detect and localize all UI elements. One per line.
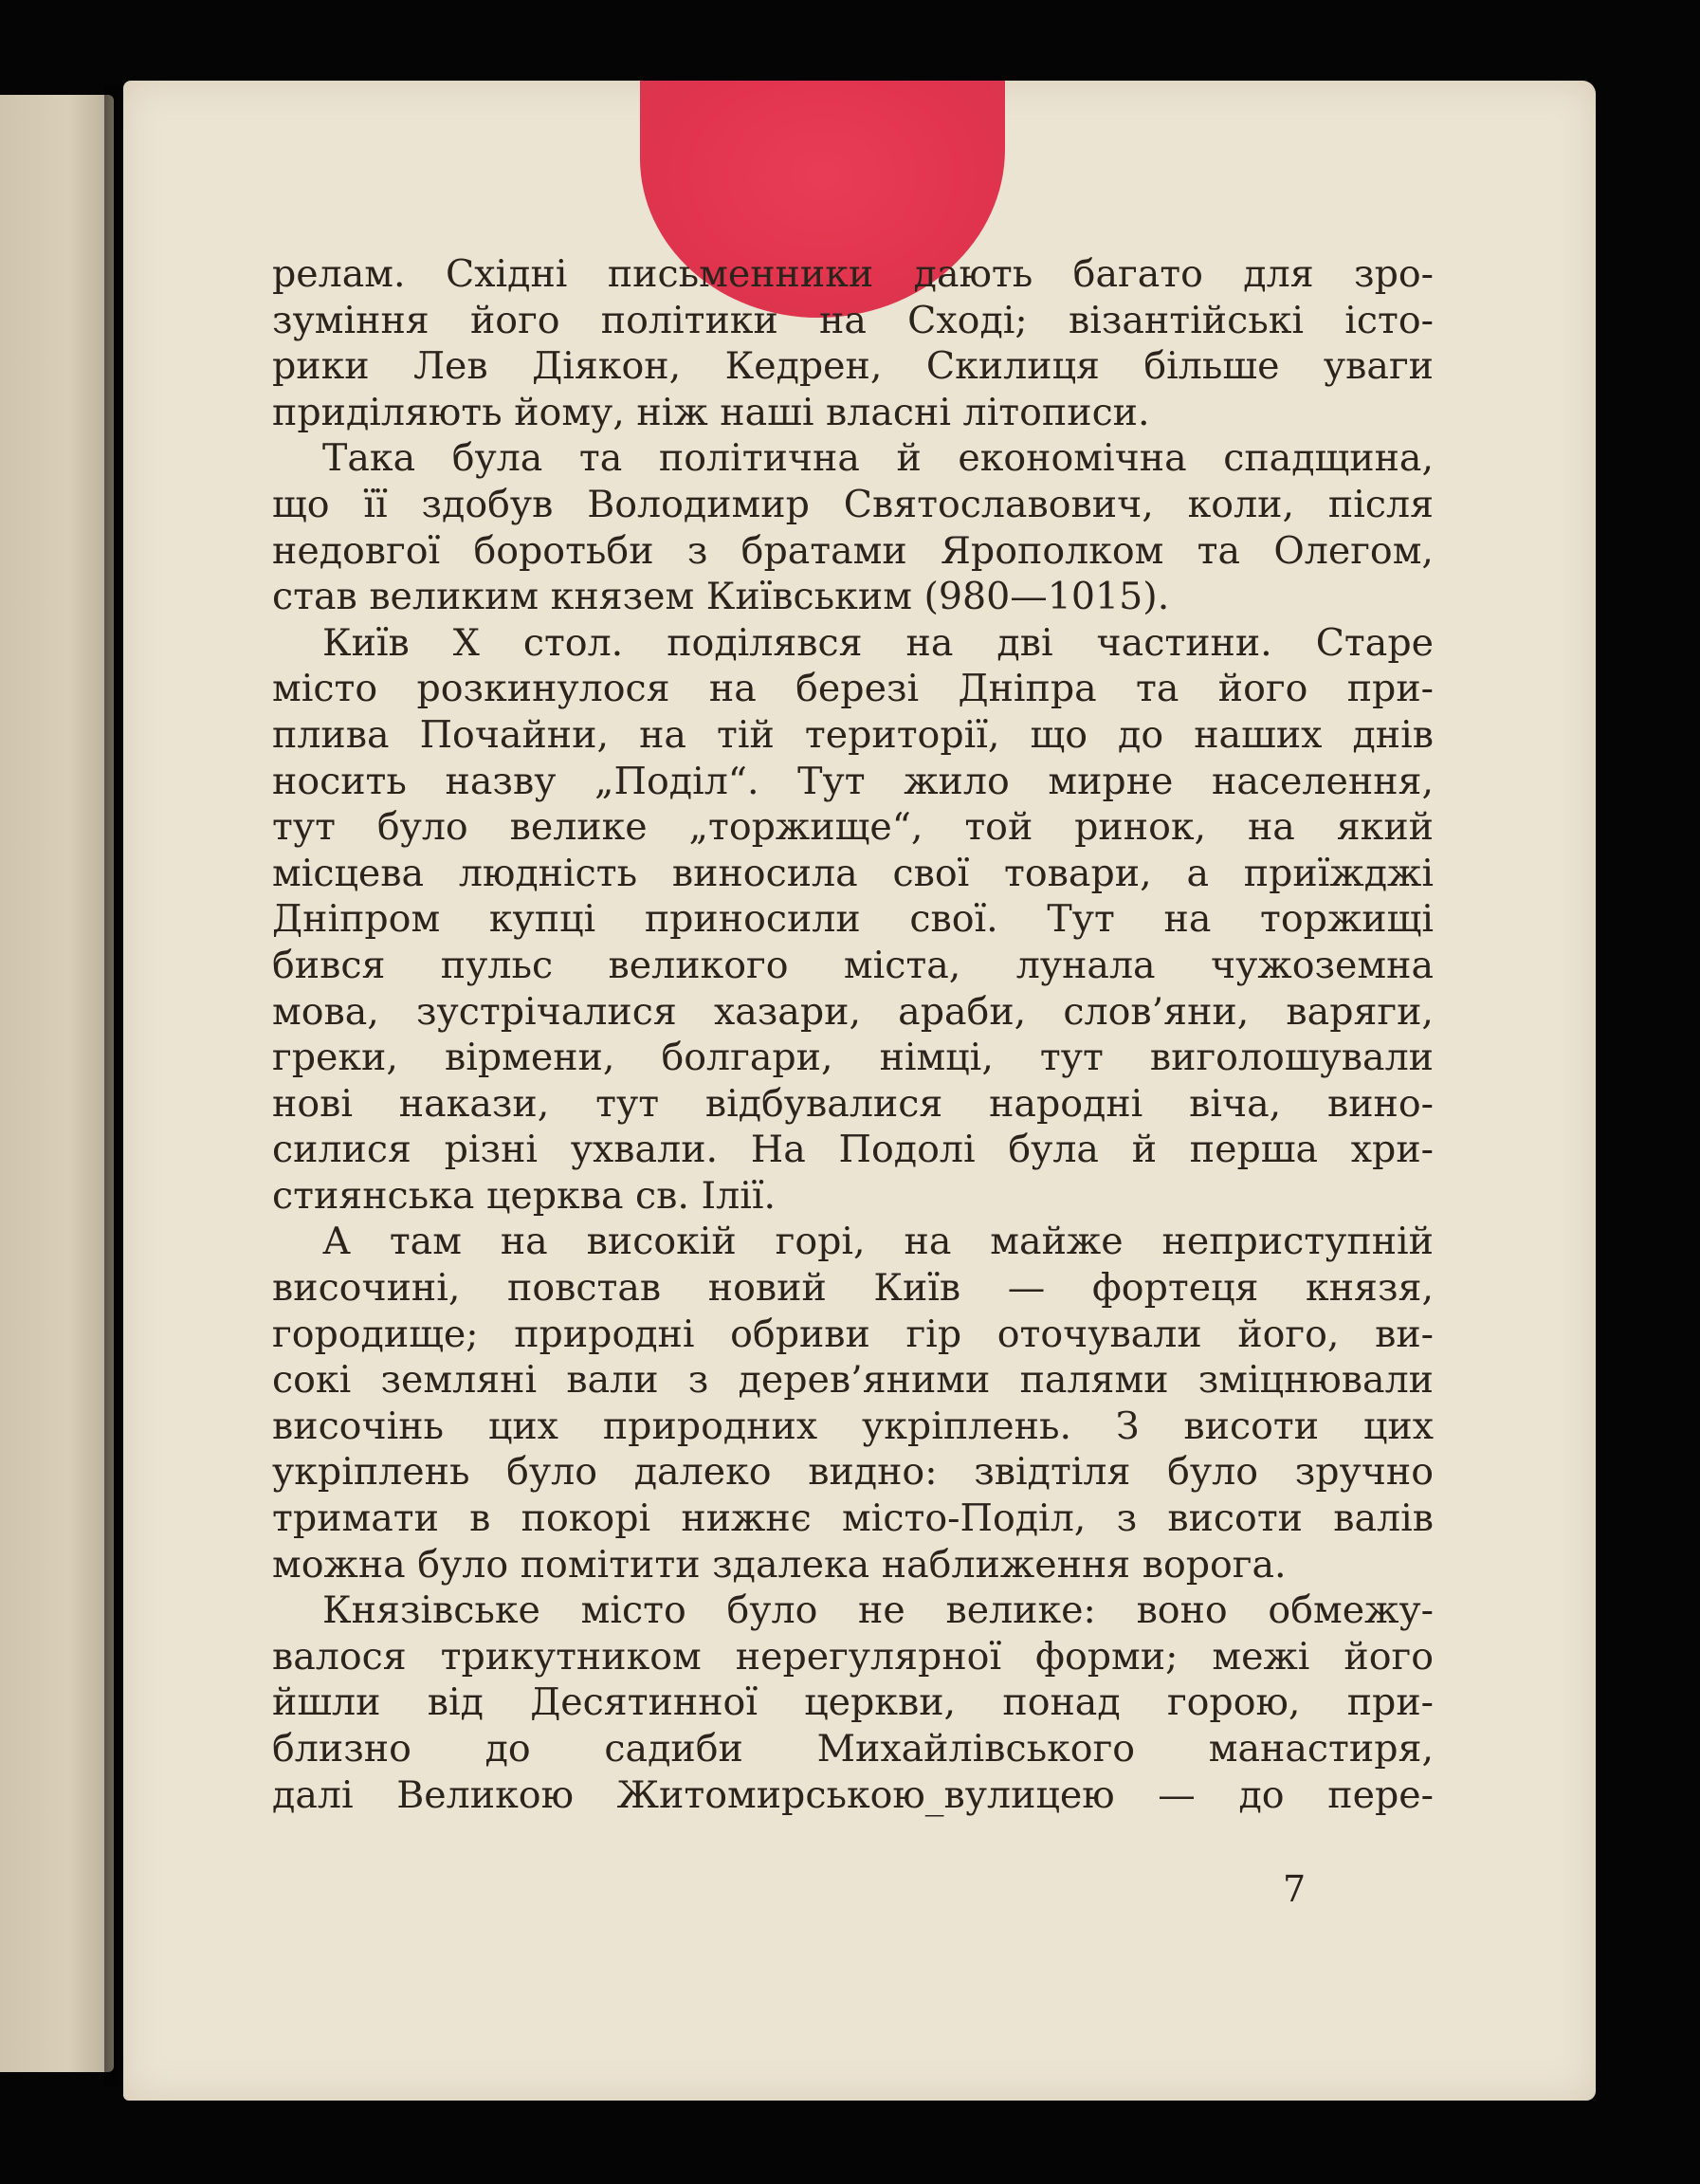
text-line: місцева людність виносила свої товари, а приїжджі xyxy=(272,851,1434,895)
text-line: валося трикутником нерегулярної форми; межі його xyxy=(272,1634,1434,1679)
text-line: що її здобув Володимир Святославович, коли, після xyxy=(272,482,1434,526)
text-line: став великим князем Київським (980—1015). xyxy=(272,575,1170,619)
text-line: близно до садиби Михайлівського манастиря, xyxy=(272,1727,1434,1771)
text-line: плива Почайни, на тій території, що до наших днів xyxy=(272,712,1434,757)
text-line: тримати в покорі нижнє місто-Поділ, з висоти валів xyxy=(272,1496,1434,1541)
text-line: приділяють йому, ніж наші власні літописи. xyxy=(272,390,1150,434)
text-line: носить назву „Поділ“. Тут жило мирне населення, xyxy=(272,759,1434,803)
text-line: Князівське місто було не велике: воно обмежу- xyxy=(322,1588,1434,1633)
text-line: можна було помітити здалека наближення ворога. xyxy=(272,1542,1287,1587)
text-line: городище; природні обриви гір оточували його, ви- xyxy=(272,1312,1434,1356)
text-line: височині, повстав новий Київ — фортеця князя, xyxy=(272,1266,1434,1311)
text-line: мова, зустрічалися хазари, араби, слов’яни, варяги, xyxy=(272,989,1434,1034)
text-line: стиянська церква св. Ілії. xyxy=(272,1173,777,1218)
text-line: укріплень було далеко видно: звідтіля було зручно xyxy=(272,1450,1434,1495)
text-line: бився пульс великого міста, лунала чужоземна xyxy=(272,943,1434,987)
text-line: недовгої боротьби з братами Ярополком та Олегом, xyxy=(272,528,1434,573)
text-line: релам. Східні письменники дають багато для зро- xyxy=(272,252,1434,296)
text-line: місто розкинулося на березі Дніпра та його при- xyxy=(272,667,1434,711)
text-line: А там на високій горі, на майже неприступній xyxy=(322,1220,1434,1264)
page-number: 7 xyxy=(1283,1868,1307,1910)
text-line: Київ X стол. поділявся на дві частини. Старе xyxy=(322,620,1434,665)
text-line: зуміння його політики на Сході; візантійські істо- xyxy=(272,298,1434,342)
text-line: рики Лев Діякон, Кедрен, Скилиця більше уваги xyxy=(272,344,1434,389)
facing-page-edge xyxy=(0,95,114,2072)
text-line: Дніпром купці приносили свої. Тут на торжищі xyxy=(272,897,1434,942)
text-line: силися різні ухвали. На Подолі була й перша хри- xyxy=(272,1128,1434,1172)
text-line: далі Великою Житомирською_вулицею — до пере- xyxy=(272,1772,1434,1817)
book-page xyxy=(123,81,1596,2101)
text-line: Така була та політична й економічна спадщина, xyxy=(322,436,1434,481)
text-line: височінь цих природних укріплень. З висоти цих xyxy=(272,1404,1434,1448)
text-line: сокі земляні вали з дерев’яними палями зміцнювали xyxy=(272,1358,1434,1403)
text-line: йшли від Десятинної церкви, понад горою, при- xyxy=(272,1680,1434,1725)
text-line: греки, вірмени, болгари, німці, тут виголошували xyxy=(272,1036,1434,1080)
text-line: нові накази, тут відбувалися народні віча, вино- xyxy=(272,1081,1434,1126)
text-line: тут було велике „торжище“, той ринок, на який xyxy=(272,805,1434,850)
body-text xyxy=(272,251,1434,1818)
